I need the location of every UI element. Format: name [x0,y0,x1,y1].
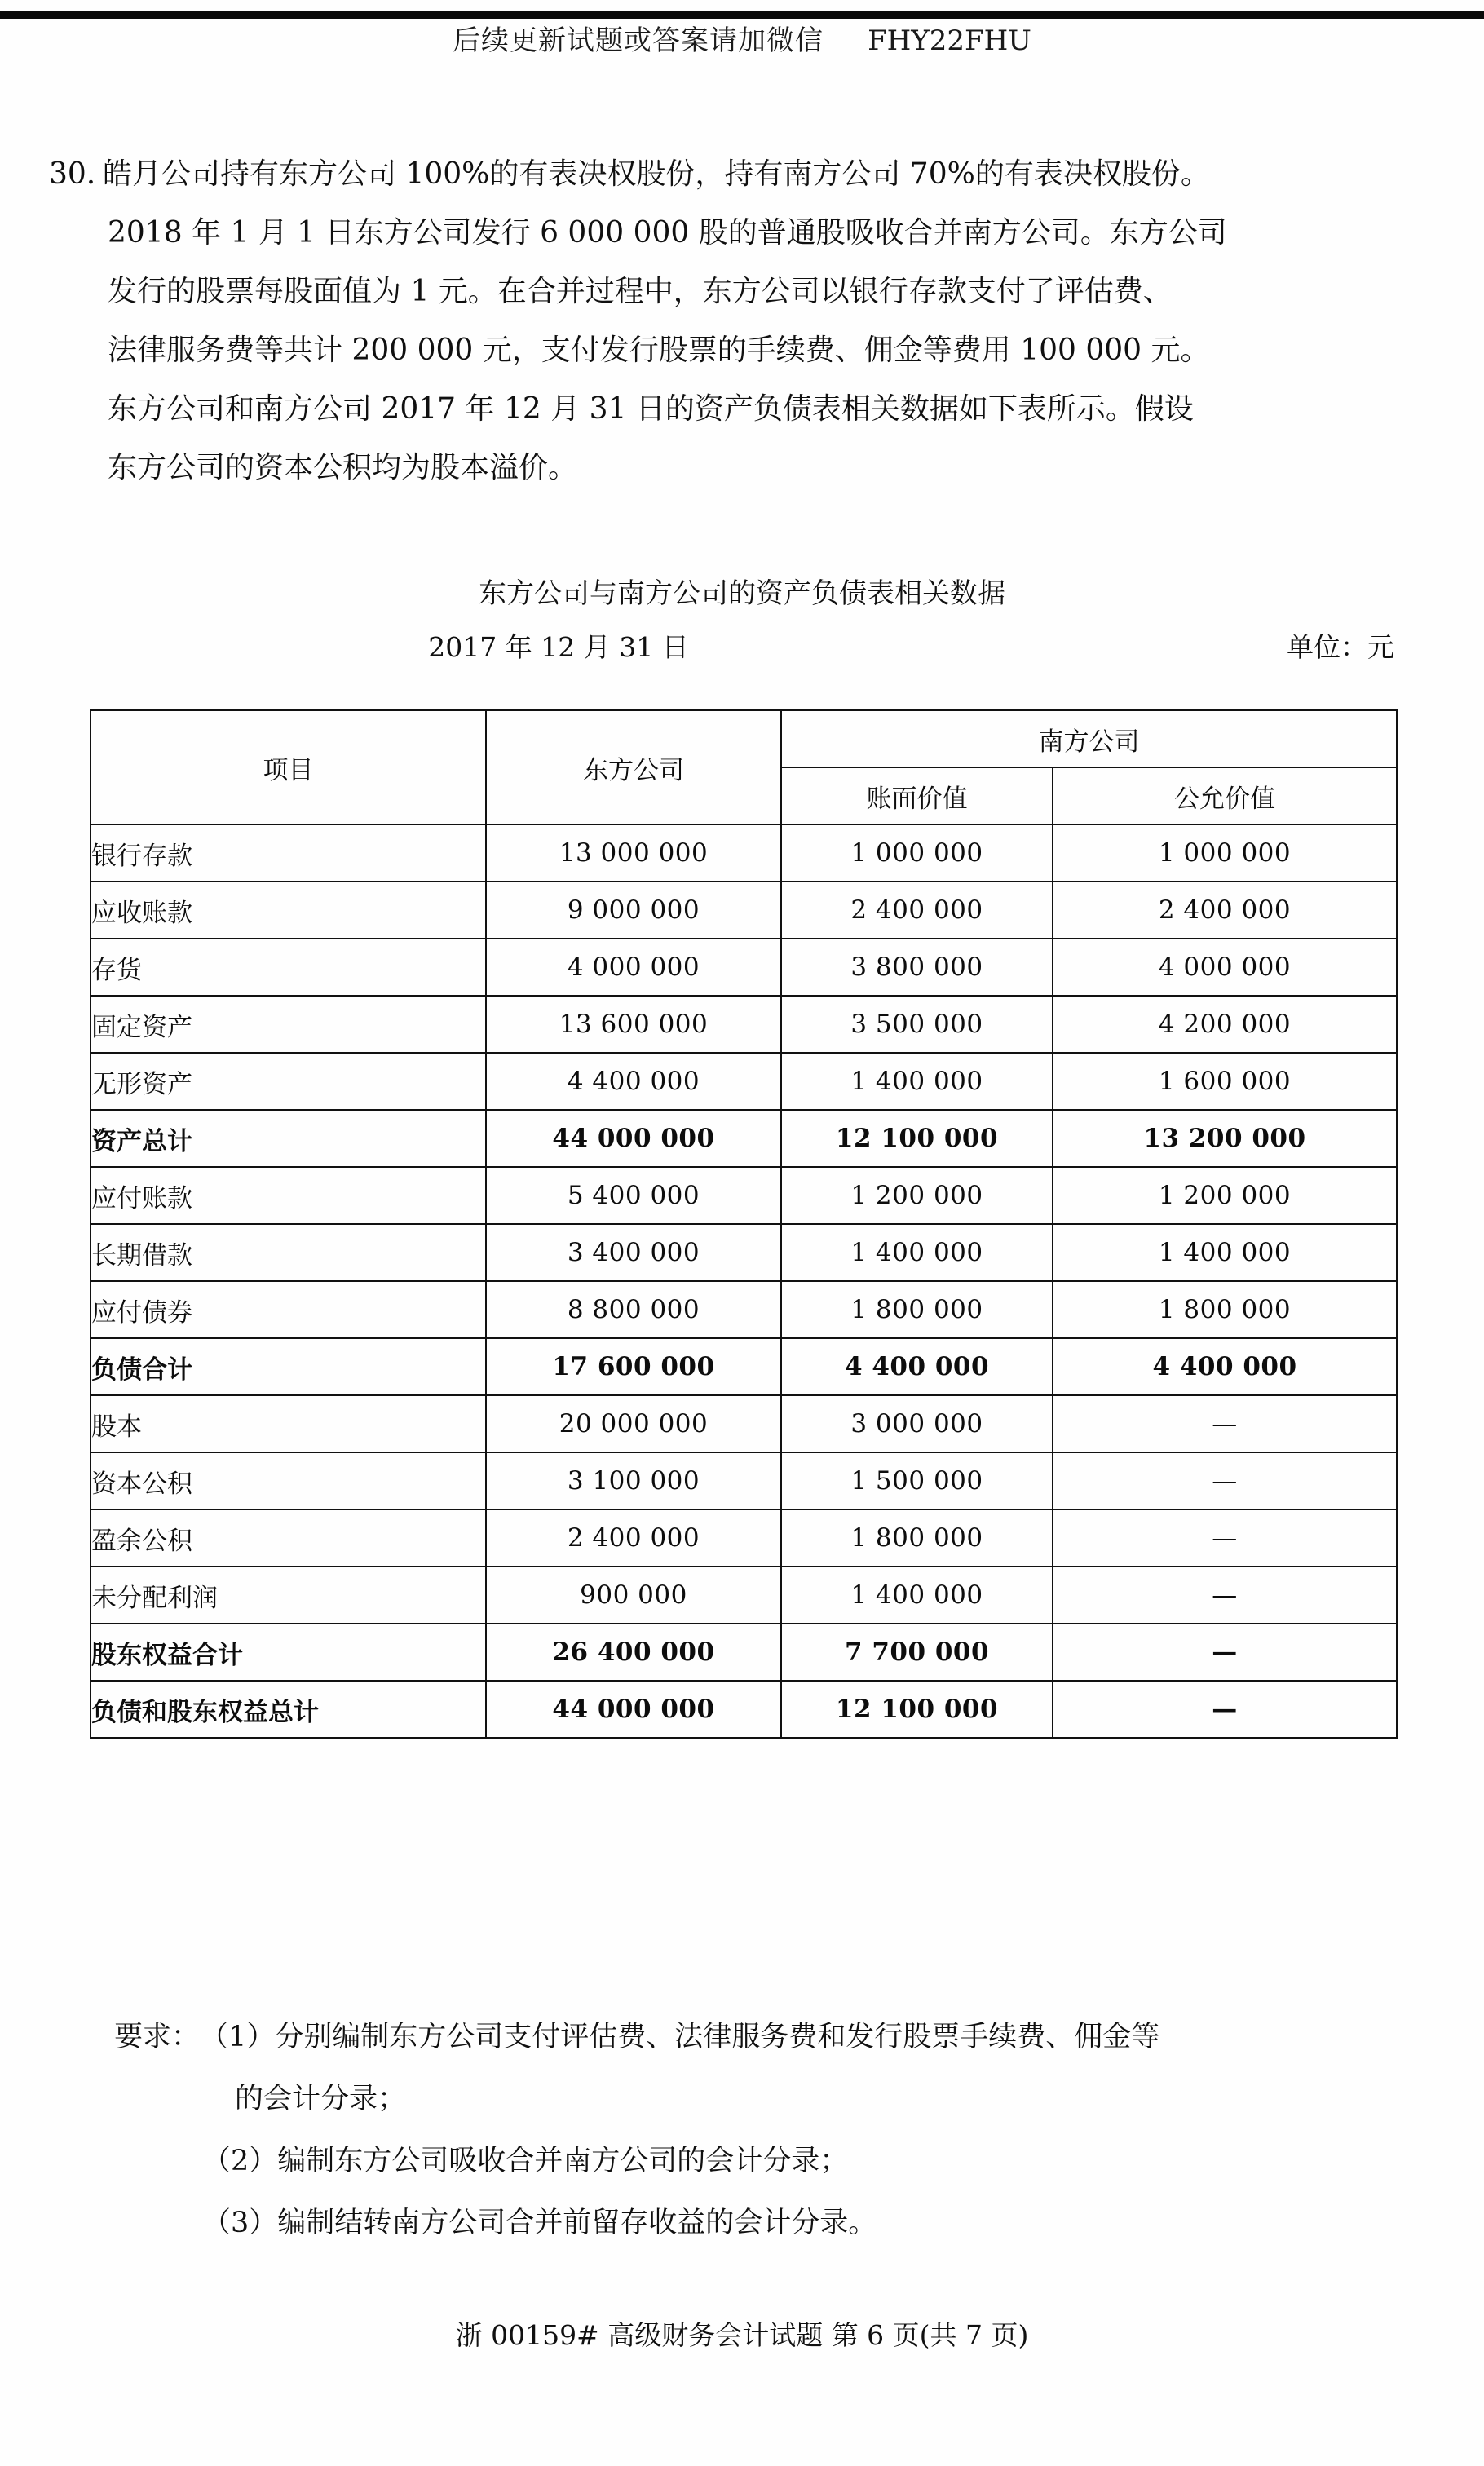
table-header-row-1 [91,710,1397,767]
header-east-company: 东方公司 [486,710,781,824]
row-value-fair: 1 800 000 [1053,1281,1397,1338]
row-value-east: 26 400 000 [486,1624,781,1681]
row-value-book: 3 800 000 [781,939,1053,996]
row-value-fair: 1 200 000 [1053,1167,1397,1224]
row-item-label: 应付债券 [91,1281,486,1338]
requirement-2-text: 编制东方公司吸收合并南方公司的会计分录； [277,2145,849,2177]
row-value-east: 5 400 000 [486,1167,781,1224]
table-row [91,1224,1397,1281]
row-value-fair: 2 400 000 [1053,882,1397,939]
table-row [91,1053,1397,1110]
table-row [91,1338,1397,1395]
row-value-fair: 1 000 000 [1053,824,1397,882]
table-row [91,996,1397,1053]
header-south-company-group: 南方公司 [781,710,1397,767]
table-caption: 东方公司与南方公司的资产负债表相关数据 [479,577,1005,610]
row-value-book: 4 400 000 [781,1338,1053,1395]
row-value-fair: 1 400 000 [1053,1224,1397,1281]
requirement-line-1 [114,2006,1451,2068]
requirement-3-number: （3） [202,2207,278,2239]
row-value-east: 8 800 000 [486,1281,781,1338]
question-text-5: 东方公司和南方公司 2017 年 12 月 31 日的资产负债表相关数据如下表所示。假设 [108,392,1194,426]
row-item-label: 固定资产 [91,996,486,1053]
row-item-label: 未分配利润 [91,1567,486,1624]
table-row [91,1395,1397,1452]
page-header-watermark [0,18,1484,58]
row-value-fair: 4 200 000 [1053,996,1397,1053]
row-value-book: 2 400 000 [781,882,1053,939]
question-text-1: 皓月公司持有东方公司 100%的有表决权股份，持有南方公司 70%的有表决权股份。 [103,157,1210,191]
requirement-1-number: （1） [200,2021,276,2053]
row-value-book: 1 800 000 [781,1509,1053,1567]
requirement-1-text-cont: 的会计分录； [235,2083,407,2115]
table-unit: 单位：元 [1287,631,1394,663]
row-value-book: 1 400 000 [781,1053,1053,1110]
table-row [91,824,1397,882]
requirement-line-2 [114,2130,1451,2192]
row-value-book: 1 800 000 [781,1281,1053,1338]
question-text-4: 法律服务费等共计 200 000 元，支付发行股票的手续费、佣金等费用 100 000 元。 [108,334,1210,367]
requirements-label: 要求： [114,2021,201,2053]
requirement-line-3 [114,2192,1451,2254]
requirements-block [114,2006,1451,2254]
question-line-4 [49,321,1435,380]
row-value-fair: — [1053,1509,1397,1567]
table-row [91,1681,1397,1738]
table-head [91,710,1397,824]
header-book-value: 账面价值 [781,767,1053,824]
row-value-east: 13 000 000 [486,824,781,882]
row-value-east: 44 000 000 [486,1110,781,1167]
table-row [91,1509,1397,1567]
row-value-east: 2 400 000 [486,1509,781,1567]
row-value-east: 9 000 000 [486,882,781,939]
row-value-book: 3 500 000 [781,996,1053,1053]
question-line-3 [49,263,1435,321]
row-value-book: 1 000 000 [781,824,1053,882]
row-item-label: 应收账款 [91,882,486,939]
row-value-book: 7 700 000 [781,1624,1053,1681]
row-item-label: 长期借款 [91,1224,486,1281]
row-value-east: 4 400 000 [486,1053,781,1110]
row-value-fair: — [1053,1452,1397,1509]
table-date: 2017 年 12 月 31 日 [428,631,689,663]
row-value-east: 44 000 000 [486,1681,781,1738]
table-row [91,1567,1397,1624]
row-item-label: 资本公积 [91,1452,486,1509]
row-value-fair: — [1053,1624,1397,1681]
row-item-label: 无形资产 [91,1053,486,1110]
question-text-3: 发行的股票每股面值为 1 元。在合并过程中，东方公司以银行存款支付了评估费、 [108,275,1173,308]
row-value-book: 1 500 000 [781,1452,1053,1509]
question-block [49,145,1435,497]
table-row [91,1281,1397,1338]
row-value-east: 20 000 000 [486,1395,781,1452]
row-item-label: 负债和股东权益总计 [91,1681,486,1738]
row-value-book: 1 400 000 [781,1567,1053,1624]
row-value-east: 900 000 [486,1567,781,1624]
table-row [91,1110,1397,1167]
row-value-book: 3 000 000 [781,1395,1053,1452]
row-value-east: 4 000 000 [486,939,781,996]
row-value-book: 1 200 000 [781,1167,1053,1224]
row-value-east: 3 400 000 [486,1224,781,1281]
page-footer: 浙 00159# 高级财务会计试题 第 6 页(共 7 页) [455,2319,1029,2351]
row-value-fair: — [1053,1395,1397,1452]
table-row [91,882,1397,939]
question-line-6 [49,439,1435,497]
table-row [91,939,1397,996]
table-body [91,824,1397,1738]
balance-sheet-table-wrap [90,709,1396,1739]
row-value-fair: 13 200 000 [1053,1110,1397,1167]
row-item-label: 股东权益合计 [91,1624,486,1681]
table-row [91,1452,1397,1509]
table-row [91,1624,1397,1681]
question-text-6: 东方公司的资本公积均为股本溢价。 [108,451,578,484]
row-value-east: 17 600 000 [486,1338,781,1395]
requirement-line-1b [114,2068,1451,2130]
question-line-5 [49,380,1435,439]
row-item-label: 资产总计 [91,1110,486,1167]
row-value-book: 12 100 000 [781,1681,1053,1738]
row-value-east: 3 100 000 [486,1452,781,1509]
row-value-book: 1 400 000 [781,1224,1053,1281]
header-item: 项目 [91,710,486,824]
row-value-fair: 4 000 000 [1053,939,1397,996]
row-item-label: 股本 [91,1395,486,1452]
row-item-label: 应付账款 [91,1167,486,1224]
balance-sheet-table [90,709,1398,1739]
row-value-fair: 4 400 000 [1053,1338,1397,1395]
question-line-1 [49,145,1435,204]
row-item-label: 负债合计 [91,1338,486,1395]
row-value-east: 13 600 000 [486,996,781,1053]
requirement-3-text: 编制结转南方公司合并前留存收益的会计分录。 [277,2207,877,2239]
row-value-fair: — [1053,1681,1397,1738]
row-value-fair: — [1053,1567,1397,1624]
row-item-label: 盈余公积 [91,1509,486,1567]
question-text-2: 2018 年 1 月 1 日东方公司发行 6 000 000 股的普通股吸收合并南方公司。东方公司 [108,216,1227,250]
requirement-2-number: （2） [202,2145,278,2177]
header-fair-value: 公允价值 [1053,767,1397,824]
table-subcaption-row [90,626,1394,665]
requirement-1-text: 分别编制东方公司支付评估费、法律服务费和发行股票手续费、佣金等 [275,2021,1160,2053]
table-row [91,1167,1397,1224]
watermark-text: 后续更新试题或答案请加微信 [453,24,824,57]
row-item-label: 银行存款 [91,824,486,882]
question-line-2 [49,204,1435,263]
wechat-id: FHY22FHU [868,24,1031,57]
question-number: 30. [49,157,96,191]
row-value-book: 12 100 000 [781,1110,1053,1167]
row-item-label: 存货 [91,939,486,996]
row-value-fair: 1 600 000 [1053,1053,1397,1110]
